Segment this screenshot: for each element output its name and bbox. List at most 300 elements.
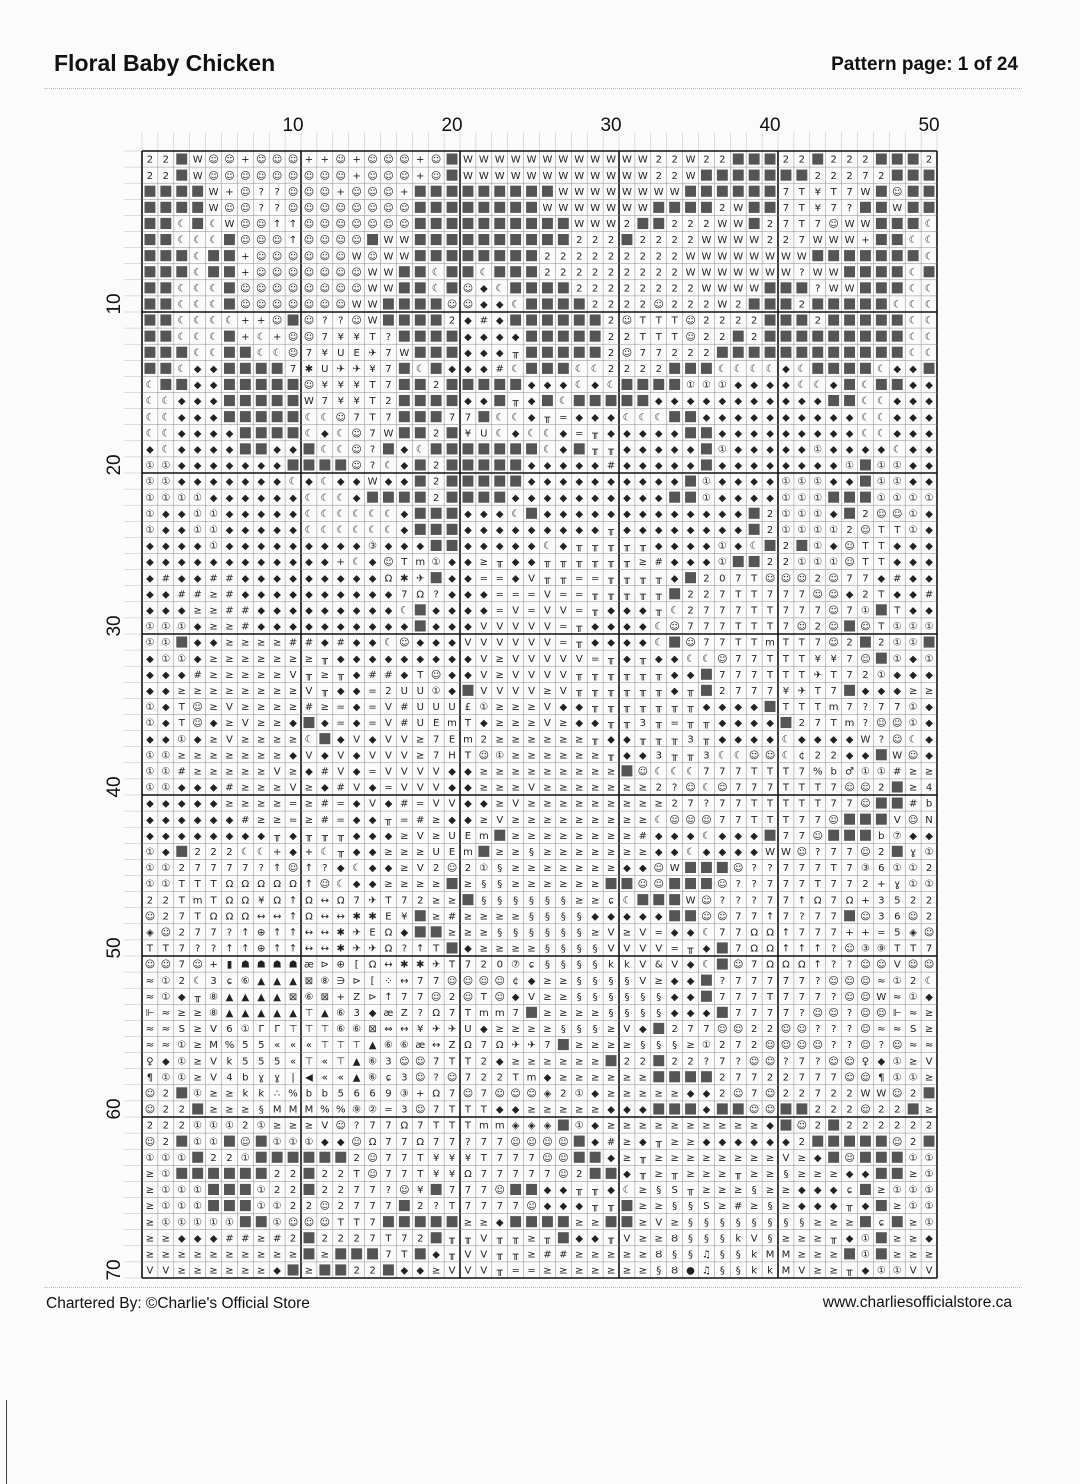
symbol-cell: ◆ <box>352 541 361 553</box>
symbol-cell: ☾ <box>924 283 934 295</box>
dark-symbol-cell <box>637 395 648 406</box>
symbol-cell: ☺ <box>256 267 267 279</box>
dark-symbol-cell <box>288 1152 299 1163</box>
symbol-cell: ☺ <box>256 154 267 166</box>
symbol-cell: ≥ <box>797 1152 807 1164</box>
symbol-cell: ◆ <box>432 653 441 665</box>
symbol-cell: ◆ <box>177 991 186 1003</box>
symbol-cell: 7 <box>735 669 742 681</box>
symbol-cell: ☾ <box>304 524 314 536</box>
symbol-cell: ◆ <box>336 541 345 553</box>
symbol-cell: ☾ <box>145 380 155 392</box>
dark-symbol-cell <box>399 492 410 503</box>
symbol-cell: ☺ <box>367 202 378 214</box>
symbol-cell: ◆ <box>909 444 918 456</box>
symbol-cell: T <box>798 653 805 665</box>
dark-symbol-cell <box>796 170 807 181</box>
symbol-cell: 7 <box>846 605 853 617</box>
symbol-cell: ? <box>846 1040 853 1052</box>
symbol-cell: W <box>622 186 632 198</box>
symbol-cell: ≥ <box>272 814 282 826</box>
dark-symbol-cell <box>288 395 299 406</box>
symbol-cell: ≥ <box>209 1249 218 1261</box>
dark-symbol-cell <box>558 234 569 245</box>
symbol-cell: ◆ <box>511 991 520 1003</box>
dark-symbol-cell <box>574 1136 585 1147</box>
symbol-cell: ◆ <box>766 396 774 408</box>
symbol-cell: ≥ <box>575 734 584 746</box>
symbol-cell: V <box>798 1265 806 1277</box>
symbol-cell: ☾ <box>272 347 282 359</box>
symbol-cell: 2 <box>162 170 170 182</box>
symbol-cell: V <box>623 1233 631 1245</box>
symbol-cell: ≥ <box>559 750 568 762</box>
symbol-cell: ◆ <box>495 508 504 520</box>
dark-symbol-cell <box>526 331 537 342</box>
symbol-cell: ╥ <box>592 685 599 697</box>
symbol-cell: ◆ <box>718 508 727 520</box>
symbol-cell: ⊤ <box>320 1024 330 1036</box>
dark-symbol-cell <box>701 975 712 986</box>
symbol-cell: ◆ <box>766 428 774 440</box>
dark-symbol-cell <box>415 620 426 631</box>
dark-symbol-cell <box>653 1071 664 1082</box>
symbol-cell: V <box>607 927 615 939</box>
symbol-cell: W <box>733 219 744 231</box>
symbol-cell: ① <box>145 476 155 488</box>
symbol-cell: 7 <box>735 1040 742 1052</box>
dark-symbol-cell <box>622 1200 633 1211</box>
symbol-cell: V <box>496 685 504 697</box>
symbol-cell: ▲ <box>289 1007 297 1019</box>
symbol-cell: 7 <box>210 863 217 875</box>
symbol-cell: T <box>178 879 185 891</box>
symbol-cell: ↑ <box>241 943 250 955</box>
symbol-cell: 7 <box>766 685 774 697</box>
symbol-cell: T <box>194 911 201 923</box>
symbol-cell: ☺ <box>892 1088 903 1100</box>
symbol-cell: « <box>305 1040 313 1052</box>
symbol-cell: ◆ <box>177 444 186 456</box>
symbol-cell: V <box>909 1265 917 1277</box>
symbol-cell: ◆ <box>559 1201 568 1213</box>
symbol-cell: ☺ <box>367 154 378 166</box>
symbol-cell: 7 <box>687 798 694 810</box>
symbol-cell: ≥ <box>527 879 536 891</box>
symbol-cell: V <box>544 718 551 730</box>
symbol-cell: Ω <box>400 1120 409 1132</box>
dark-symbol-cell <box>510 1184 521 1195</box>
symbol-cell: ? <box>274 186 280 198</box>
symbol-cell: ◆ <box>925 476 933 488</box>
symbol-cell: ◆ <box>654 524 663 536</box>
symbol-cell: W <box>876 991 887 1003</box>
symbol-cell: ◆ <box>829 508 838 520</box>
symbol-cell: ☾ <box>431 283 441 295</box>
symbol-cell: 2 <box>607 267 615 279</box>
symbol-cell: ◆ <box>400 508 409 520</box>
dark-symbol-cell <box>383 1216 394 1227</box>
symbol-cell: ╥ <box>592 702 599 714</box>
symbol-cell: & <box>654 959 663 971</box>
symbol-cell: Ω <box>766 927 774 939</box>
symbol-cell: ≥ <box>272 718 282 730</box>
symbol-cell: ☾ <box>479 267 489 279</box>
symbol-cell: 7 <box>750 975 758 987</box>
symbol-cell: 2 <box>210 846 217 858</box>
dark-symbol-cell <box>876 282 887 293</box>
symbol-cell: ≥ <box>479 927 489 939</box>
symbol-cell: § <box>576 911 582 923</box>
website-url: www.charliesofficialstore.ca <box>822 1294 1012 1311</box>
symbol-cell: = <box>670 943 679 955</box>
symbol-cell: ▲ <box>225 1007 234 1019</box>
symbol-cell: ≥ <box>241 798 250 810</box>
symbol-cell: ① <box>193 1088 203 1100</box>
dark-symbol-cell <box>176 170 187 181</box>
symbol-cell: ☾ <box>527 428 537 440</box>
symbol-cell: V <box>480 1249 488 1261</box>
symbol-cell: ◆ <box>464 557 472 569</box>
symbol-cell: ◆ <box>813 396 822 408</box>
symbol-cell: ◆ <box>750 492 759 504</box>
symbol-cell: ☺ <box>351 202 362 214</box>
symbol-cell: ☾ <box>177 299 187 311</box>
dark-symbol-cell <box>463 492 474 503</box>
symbol-cell: 7 <box>750 959 758 971</box>
symbol-cell: V <box>480 653 488 665</box>
symbol-cell: T <box>751 605 758 617</box>
symbol-cell: ◆ <box>146 814 154 826</box>
symbol-cell: ≥ <box>495 669 504 681</box>
symbol-cell: ≥ <box>622 798 632 810</box>
symbol-cell: # <box>734 1201 743 1213</box>
symbol-cell: 2 <box>560 267 567 279</box>
symbol-cell: ◆ <box>591 1120 600 1132</box>
symbol-cell: W <box>765 846 775 858</box>
dark-symbol-cell <box>415 492 426 503</box>
symbol-cell: ╥ <box>608 557 615 569</box>
dark-symbol-cell <box>145 363 156 374</box>
symbol-cell: ≥ <box>590 1056 600 1068</box>
dark-symbol-cell <box>590 1168 601 1179</box>
symbol-cell: # <box>908 798 918 810</box>
symbol-cell: 5 <box>242 1040 249 1052</box>
symbol-cell: ≥ <box>590 1249 600 1261</box>
symbol-cell: m <box>478 830 489 842</box>
symbol-cell: 2 <box>719 1040 726 1052</box>
symbol-cell: ① <box>924 1217 934 1229</box>
symbol-cell: ☺ <box>256 299 267 311</box>
symbol-cell: Ω <box>241 879 250 891</box>
symbol-cell: ≥ <box>479 911 489 923</box>
symbol-cell: ≥ <box>463 911 473 923</box>
symbol-cell: ⊳ <box>352 975 361 987</box>
symbol-cell: # <box>893 573 902 585</box>
dark-symbol-cell <box>781 717 792 728</box>
dark-symbol-cell <box>892 1216 903 1227</box>
dark-symbol-cell <box>145 234 156 245</box>
symbol-cell: ↑ <box>272 863 282 875</box>
symbol-cell: ≥ <box>622 1152 632 1164</box>
symbol-cell: ✈ <box>813 669 822 681</box>
symbol-cell: # <box>193 589 202 601</box>
column-tick-label: 40 <box>759 115 781 136</box>
symbol-cell: T <box>448 1056 456 1068</box>
symbol-cell: 2 <box>321 1185 329 1197</box>
symbol-cell: ≥ <box>749 1168 759 1180</box>
symbol-cell: ☾ <box>860 380 870 392</box>
dark-symbol-cell <box>892 781 903 792</box>
dark-symbol-cell <box>494 830 505 841</box>
symbol-cell: V <box>273 766 281 778</box>
symbol-cell: ≥ <box>575 830 584 842</box>
symbol-cell: ◆ <box>686 444 695 456</box>
symbol-cell: T <box>878 589 885 601</box>
symbol-cell: ① <box>161 1152 171 1164</box>
symbol-cell: 2 <box>798 154 806 166</box>
dark-symbol-cell <box>447 443 458 454</box>
symbol-cell: ☺ <box>764 1056 776 1068</box>
symbol-cell: W <box>192 154 203 166</box>
symbol-cell: ◆ <box>766 444 774 456</box>
symbol-cell: V <box>210 1056 217 1068</box>
symbol-cell: ◆ <box>670 508 679 520</box>
symbol-cell: ◆ <box>893 363 902 375</box>
symbol-cell: ☺ <box>558 1168 569 1180</box>
symbol-cell: W <box>383 235 394 247</box>
symbol-cell: ɕ <box>608 895 614 907</box>
symbol-cell: V <box>289 669 297 681</box>
symbol-cell: 2 <box>909 975 917 987</box>
symbol-cell: ☺ <box>764 1088 776 1100</box>
symbol-cell: ≥ <box>241 1249 250 1261</box>
dark-symbol-cell <box>844 508 855 519</box>
symbol-cell: ☺ <box>860 911 871 923</box>
symbol-cell: ≥ <box>288 1120 298 1132</box>
symbol-cell: ◆ <box>734 412 743 424</box>
symbol-cell: T <box>830 669 837 681</box>
symbol-cell: ① <box>177 1217 187 1229</box>
symbol-cell: ◆ <box>495 1104 504 1116</box>
symbol-cell: § <box>497 879 503 891</box>
symbol-cell: V <box>575 653 583 665</box>
symbol-cell: ◆ <box>320 782 329 794</box>
symbol-cell: 2 <box>703 219 710 231</box>
symbol-cell: ☺ <box>828 814 839 826</box>
symbol-cell: ◆ <box>448 685 456 697</box>
symbol-cell: k <box>258 1088 265 1100</box>
symbol-cell: 7 <box>369 1120 376 1132</box>
symbol-cell: W <box>637 170 648 182</box>
symbol-cell: ① <box>813 508 823 520</box>
symbol-cell: ☺ <box>717 879 728 891</box>
symbol-cell: % <box>335 1104 346 1116</box>
dark-symbol-cell <box>558 1039 569 1050</box>
dark-symbol-cell <box>892 1152 903 1163</box>
symbol-cell: ☺ <box>351 428 362 440</box>
symbol-cell: ① <box>304 1136 314 1148</box>
symbol-cell: ≥ <box>288 702 298 714</box>
symbol-cell: ≥ <box>527 750 536 762</box>
dark-symbol-cell <box>526 266 537 277</box>
symbol-cell: ☾ <box>193 331 203 343</box>
symbol-cell: 7 <box>448 412 456 424</box>
dark-symbol-cell <box>383 1264 394 1275</box>
symbol-cell: ☾ <box>924 347 934 359</box>
symbol-cell: ◆ <box>320 573 329 585</box>
symbol-cell: ≥ <box>734 1120 743 1132</box>
symbol-cell: ╥ <box>337 846 344 858</box>
symbol-cell: ◆ <box>893 412 902 424</box>
dark-symbol-cell <box>860 282 871 293</box>
symbol-cell: ☺ <box>430 669 442 681</box>
symbol-cell: ☺ <box>367 170 378 182</box>
symbol-cell: ? <box>830 943 837 955</box>
symbol-cell: m <box>844 718 855 730</box>
symbol-cell: ⑦ <box>892 830 902 842</box>
symbol-cell: 2 <box>719 331 726 343</box>
symbol-cell: V <box>528 685 535 697</box>
symbol-cell: ≥ <box>431 830 441 842</box>
symbol-cell: ☾ <box>177 219 187 231</box>
symbol-cell: ☾ <box>193 315 203 327</box>
symbol-cell: ☾ <box>511 412 521 424</box>
symbol-cell: ◆ <box>750 830 759 842</box>
symbol-cell: ◆ <box>559 492 568 504</box>
dark-symbol-cell <box>685 862 696 873</box>
symbol-cell: ☾ <box>638 412 648 424</box>
dark-symbol-cell <box>622 379 633 390</box>
symbol-cell: T <box>766 669 774 681</box>
symbol-cell: = <box>670 718 679 730</box>
symbol-cell: ◆ <box>654 508 663 520</box>
symbol-cell: W <box>781 267 791 279</box>
symbol-cell: U <box>400 685 409 697</box>
dark-symbol-cell <box>176 202 187 213</box>
symbol-cell: T <box>830 863 837 875</box>
symbol-cell: ≈ <box>908 1007 918 1019</box>
symbol-cell: Ω <box>813 895 822 907</box>
symbol-cell: ≥ <box>177 1007 186 1019</box>
dark-symbol-cell <box>526 202 537 213</box>
symbol-cell: ≥ <box>511 830 520 842</box>
symbol-cell: ╥ <box>608 589 615 601</box>
symbol-cell: ◆ <box>241 589 250 601</box>
symbol-cell: ◆ <box>559 380 568 392</box>
dark-symbol-cell <box>431 1184 442 1195</box>
symbol-cell: ≥ <box>257 685 266 697</box>
symbol-cell: ◆ <box>893 428 902 440</box>
symbol-cell: ◆ <box>161 798 170 810</box>
symbol-cell: W <box>351 299 362 311</box>
symbol-cell: Ω <box>384 927 393 939</box>
symbol-cell: 2 <box>623 283 631 295</box>
dark-symbol-cell <box>733 331 744 342</box>
symbol-cell: ☾ <box>701 830 711 842</box>
dark-symbol-cell <box>160 234 171 245</box>
symbol-cell: ≥ <box>511 943 520 955</box>
symbol-cell: 7 <box>735 782 742 794</box>
symbol-cell: ◆ <box>861 444 870 456</box>
symbol-cell: ≥ <box>590 1217 600 1229</box>
symbol-cell: ☾ <box>765 363 775 375</box>
symbol-cell: ① <box>924 1185 934 1197</box>
symbol-cell: 7 <box>512 1201 519 1213</box>
symbol-cell: 2 <box>560 251 567 263</box>
dark-symbol-cell <box>701 170 712 181</box>
dark-symbol-cell <box>590 347 601 358</box>
symbol-cell: ◆ <box>305 573 313 585</box>
symbol-cell: ① <box>161 991 171 1003</box>
symbol-cell: # <box>272 1233 282 1245</box>
symbol-cell: ╥ <box>623 557 630 569</box>
symbol-cell: ≥ <box>511 766 520 778</box>
symbol-cell: ① <box>574 1120 584 1132</box>
symbol-cell: W <box>606 219 616 231</box>
symbol-cell: V <box>512 653 520 665</box>
symbol-cell: ⑦ <box>511 959 521 971</box>
symbol-cell: ◆ <box>479 396 488 408</box>
symbol-cell: ☺ <box>828 975 839 987</box>
symbol-cell: # <box>161 573 171 585</box>
symbol-cell: 2 <box>878 782 885 794</box>
symbol-cell: 2 <box>417 1201 424 1213</box>
symbol-cell: ☺ <box>446 975 458 987</box>
symbol-cell: ↑ <box>304 879 314 891</box>
symbol-cell: 2 <box>798 1136 806 1148</box>
symbol-cell: ☺ <box>240 1136 251 1148</box>
symbol-cell: ≥ <box>241 782 250 794</box>
symbol-cell: Z <box>353 991 361 1003</box>
symbol-cell: ≥ <box>447 927 457 939</box>
symbol-cell: ◆ <box>289 621 297 633</box>
symbol-cell: ☾ <box>908 283 918 295</box>
dark-symbol-cell <box>145 315 156 326</box>
symbol-cell: ▲ <box>225 991 234 1003</box>
symbol-cell: 7 <box>687 621 694 633</box>
symbol-cell: 2 <box>862 154 869 166</box>
symbol-cell: 7 <box>830 846 837 858</box>
symbol-cell: ╥ <box>544 573 551 585</box>
symbol-cell: ✈ <box>431 1024 441 1036</box>
symbol-cell: ◆ <box>623 653 631 665</box>
symbol-cell: ☺ <box>828 605 839 617</box>
symbol-cell: ◆ <box>670 1007 679 1019</box>
symbol-cell: ① <box>193 1201 203 1213</box>
symbol-cell: ☺ <box>303 283 315 295</box>
symbol-cell: ◆ <box>448 814 456 826</box>
symbol-cell: ≥ <box>845 1217 854 1229</box>
dark-symbol-cell <box>701 427 712 438</box>
symbol-cell: ◆ <box>432 605 441 617</box>
symbol-cell: T <box>417 1168 424 1180</box>
symbol-cell: ☺ <box>892 186 903 198</box>
symbol-cell: V <box>544 605 551 617</box>
symbol-cell: M <box>288 1104 298 1116</box>
symbol-cell: ◆ <box>305 476 313 488</box>
symbol-cell: ◆ <box>479 347 488 359</box>
dark-symbol-cell <box>828 1152 839 1163</box>
symbol-cell: 2 <box>719 1088 726 1100</box>
symbol-cell: V <box>210 1024 217 1036</box>
symbol-cell: 2 <box>862 879 869 891</box>
symbol-cell: ☺ <box>240 186 251 198</box>
symbol-cell: V <box>241 718 249 730</box>
symbol-cell: ☺ <box>240 299 251 311</box>
symbol-cell: ◆ <box>368 557 377 569</box>
dark-symbol-cell <box>685 476 696 487</box>
